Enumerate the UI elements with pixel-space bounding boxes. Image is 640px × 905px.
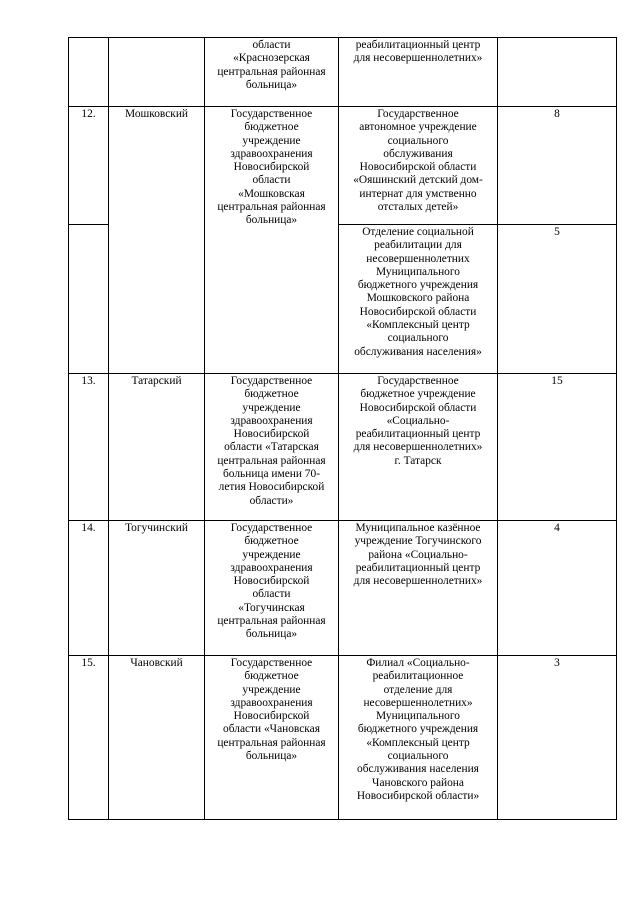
district-cell: Татарский <box>109 374 205 521</box>
hospital-cell: Государственное бюджетное учреждение здравоохранения Новосибирской области «Мошковская центральная районная больница» <box>205 107 339 374</box>
table-row <box>69 107 617 225</box>
institutions-table <box>68 37 617 820</box>
table-row <box>69 38 617 107</box>
institution-cell: реабилитационный центр для несовершеннолетних» <box>339 38 498 107</box>
count-cell: 5 <box>498 225 617 374</box>
institution-cell: Муниципальное казённое учреждение Тогучинского района «Социально- реабилитационный центр для несовершеннолетних» <box>339 521 498 656</box>
district-cell: Тогучинский <box>109 521 205 656</box>
hospital-cell: Государственное бюджетное учреждение здравоохранения Новосибирской области «Татарская центральная районная больница имени 70- летия Новосибирской области» <box>205 374 339 521</box>
hospital-cell: Государственное бюджетное учреждение здравоохранения Новосибирской области «Тогучинская центральная районная больница» <box>205 521 339 656</box>
hospital-cell: области «Краснозерская центральная районная больница» <box>205 38 339 107</box>
hospital-cell: Государственное бюджетное учреждение здравоохранения Новосибирской области «Чановская центральная районная больница» <box>205 656 339 820</box>
institution-cell: Отделение социальной реабилитации для несовершеннолетних Муниципального бюджетного учреждения Мошковского района Новосибирской области «Комплексный центр социального обслуживания населения» <box>339 225 498 374</box>
row-number-cell: 15. <box>69 656 109 820</box>
count-cell: 15 <box>498 374 617 521</box>
table-row <box>69 656 617 820</box>
count-cell: 8 <box>498 107 617 225</box>
row-number-cell: 12. <box>69 107 109 225</box>
count-cell: 4 <box>498 521 617 656</box>
district-cell <box>109 38 205 107</box>
district-cell: Мошковский <box>109 107 205 374</box>
institution-cell: Филиал «Социально- реабилитационное отделение для несовершеннолетних» Муниципального бюджетного учреждения «Комплексный центр социального обслуживания населения Чановского района Новосибирской области» <box>339 656 498 820</box>
table-row <box>69 374 617 521</box>
row-number-cell: 14. <box>69 521 109 656</box>
count-cell: 3 <box>498 656 617 820</box>
district-cell: Чановский <box>109 656 205 820</box>
institution-cell: Государственное автономное учреждение социального обслуживания Новосибирской области «Ояшинский детский дом- интернат для умственно отсталых детей» <box>339 107 498 225</box>
table-row <box>69 521 617 656</box>
institution-cell: Государственное бюджетное учреждение Новосибирской области «Социально- реабилитационный центр для несовершеннолетних» г. Татарск <box>339 374 498 521</box>
count-cell <box>498 38 617 107</box>
row-number-cell: 13. <box>69 374 109 521</box>
row-number-cell <box>69 38 109 107</box>
row-number-cell <box>69 225 109 374</box>
